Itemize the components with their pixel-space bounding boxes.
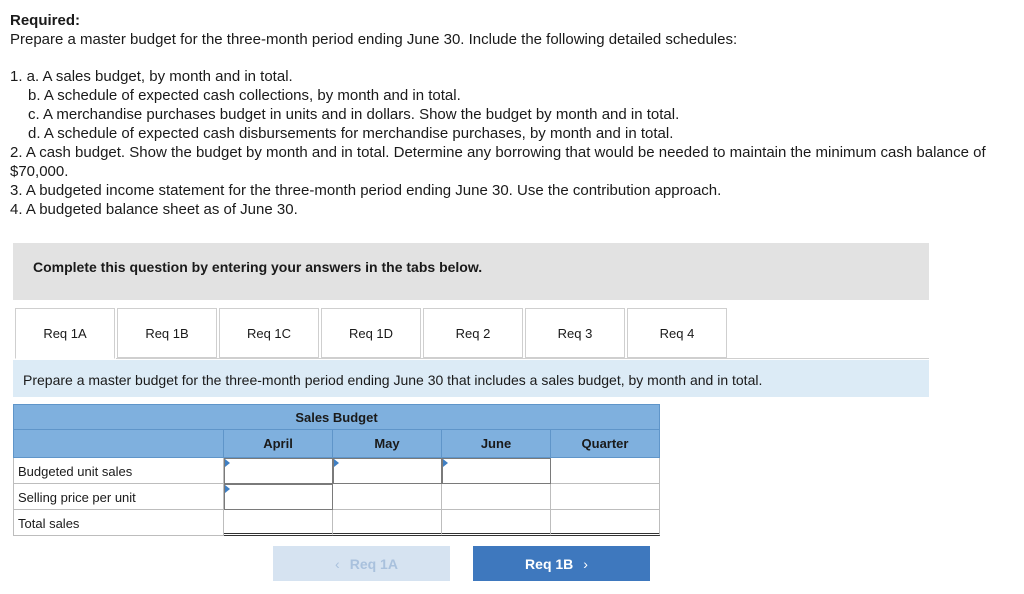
input-marker-icon: [334, 459, 339, 467]
tab-req-4[interactable]: Req 4: [627, 308, 727, 358]
cell-may-total-sales: [333, 510, 442, 536]
required-item: b. A schedule of expected cash collections, by month and in total.: [28, 87, 461, 104]
instruction-text: Complete this question by entering your answers in the tabs below.: [33, 259, 483, 275]
prev-button-label: Req 1A: [349, 555, 398, 572]
required-item: c. A merchandise purchases budget in units and in dollars. Show the budget by month and in total.: [28, 106, 680, 123]
input-marker-icon: [225, 485, 230, 493]
table-title: Sales Budget: [295, 410, 378, 425]
tab-req-1b[interactable]: Req 1B: [117, 308, 217, 358]
header-blank: [13, 430, 224, 458]
tab-req-1d[interactable]: Req 1D: [321, 308, 421, 358]
required-item: 3. A budgeted income statement for the three-month period ending June 30. Use the contribution approach.: [10, 182, 722, 199]
input-april-selling-price[interactable]: [224, 484, 333, 510]
required-intro: Prepare a master budget for the three-month period ending June 30. Include the following detailed schedules:: [10, 31, 738, 48]
instruction-banner: [13, 243, 929, 300]
cell-quarter-total-sales: [551, 510, 660, 536]
cell-june-selling-price: [442, 484, 551, 510]
required-heading: Required:: [10, 12, 81, 29]
input-marker-icon: [225, 459, 230, 467]
row-label-total-sales: Total sales: [13, 510, 224, 536]
next-button[interactable]: [473, 546, 650, 581]
required-item: 2. A cash budget. Show the budget by month and in total. Determine any borrowing that would be needed to maintain the minimum cash balance of $70,000.: [10, 144, 986, 180]
tab-req-2[interactable]: Req 2: [423, 308, 523, 358]
required-item: d. A schedule of expected cash disbursements for merchandise purchases, by month and in total.: [28, 125, 674, 142]
prev-button[interactable]: [273, 546, 450, 581]
tab-description: [13, 360, 929, 397]
header-june: June: [442, 430, 551, 458]
header-may: May: [333, 430, 442, 458]
requirements: [10, 11, 1010, 219]
cell-may-selling-price: [333, 484, 442, 510]
header-april: April: [224, 430, 333, 458]
input-april-unit-sales[interactable]: [224, 458, 333, 484]
header-quarter: Quarter: [551, 430, 660, 458]
tab-req-1a[interactable]: Req 1A: [15, 308, 115, 359]
chevron-left-icon: ‹: [335, 555, 340, 572]
tab-req-1c[interactable]: Req 1C: [219, 308, 319, 358]
required-item: 4. A budgeted balance sheet as of June 30.: [10, 201, 298, 218]
cell-april-total-sales: [224, 510, 333, 536]
chevron-right-icon: ›: [583, 555, 588, 572]
cell-quarter-unit-sales: [551, 458, 660, 484]
input-june-unit-sales[interactable]: [442, 458, 551, 484]
cell-quarter-selling-price: [551, 484, 660, 510]
table-title-row: [13, 404, 660, 430]
next-button-label: Req 1B: [525, 555, 574, 572]
tab-req-3[interactable]: Req 3: [525, 308, 625, 358]
row-label-selling-price: Selling price per unit: [13, 484, 224, 510]
input-may-unit-sales[interactable]: [333, 458, 442, 484]
required-item: 1. a. A sales budget, by month and in total.: [10, 68, 293, 85]
tab-divider: [116, 358, 929, 359]
input-marker-icon: [443, 459, 448, 467]
cell-june-total-sales: [442, 510, 551, 536]
description-text: Prepare a master budget for the three-month period ending June 30 that includes a sales budget, by month and in total.: [23, 372, 763, 388]
row-label-budgeted-unit-sales: Budgeted unit sales: [13, 458, 224, 484]
